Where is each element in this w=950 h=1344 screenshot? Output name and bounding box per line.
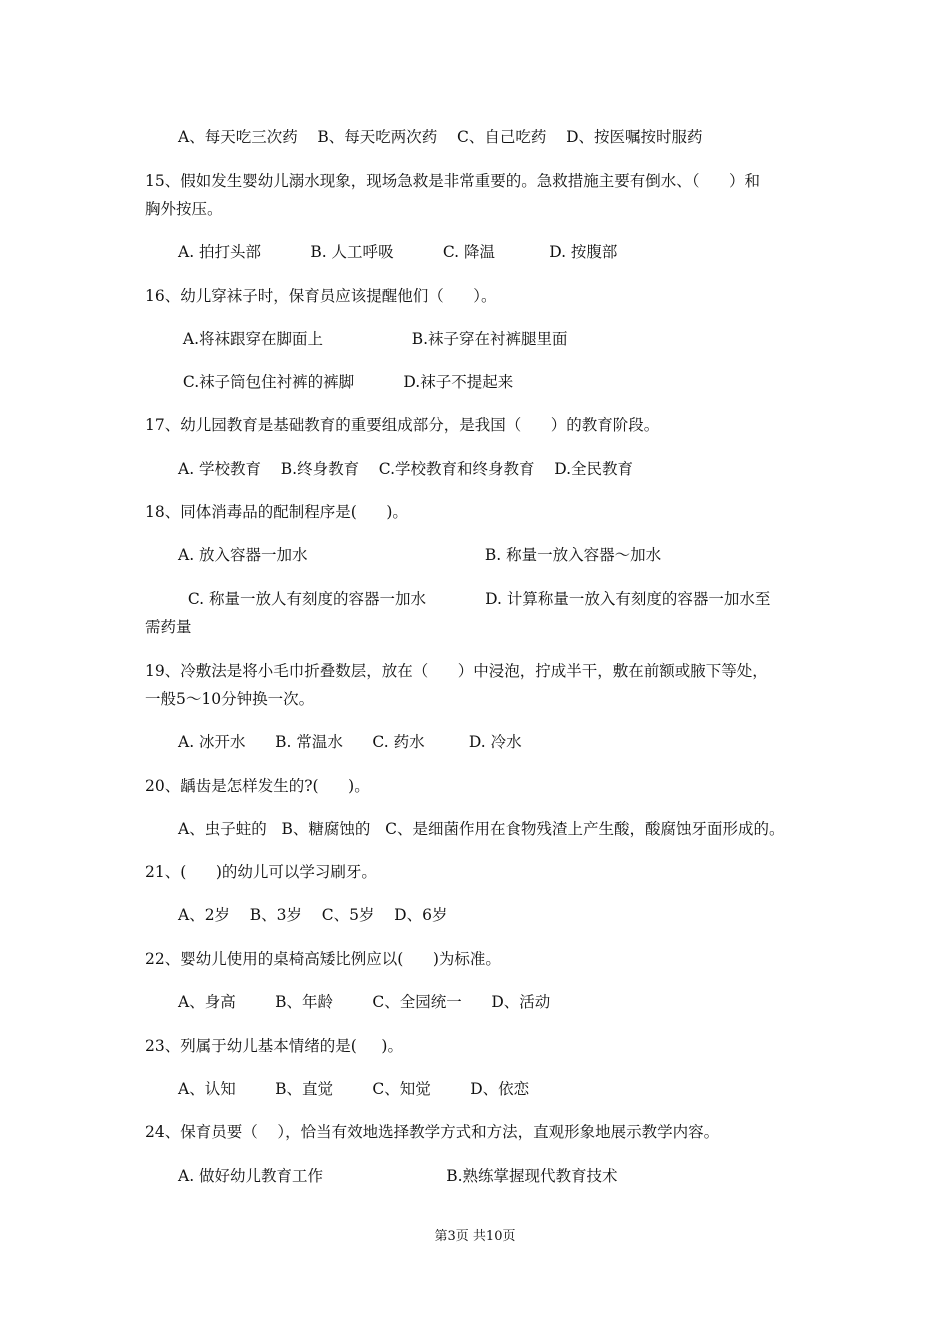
question-15: 15、假如发生婴幼儿溺水现象，现场急救是非常重要的。急救措施主要有倒水、（ ）和	[145, 172, 761, 190]
question-20: 20、龋齿是怎样发生的?( )。	[145, 777, 370, 795]
q19-options: A. 冰开水 B. 常温水 C. 药水 D. 冷水	[178, 733, 522, 751]
q18-options-cont: 需药量	[145, 618, 192, 636]
q14-options: A、每天吃三次药 B、每天吃两次药 C、自己吃药 D、按医嘱按时服药	[178, 128, 703, 146]
question-24: 24、保育员要（ ），恰当有效地选择教学方式和方法，直观形象地展示教学内容。	[145, 1123, 720, 1141]
question-21: 21、( )的幼儿可以学习刷牙。	[145, 863, 377, 881]
question-16: 16、幼儿穿袜子时，保育员应该提醒他们（ ）。	[145, 287, 497, 305]
page-number-footer: 第3页 共10页	[434, 1229, 516, 1244]
q17-options: A. 学校教育 B.终身教育 C.学校教育和终身教育 D.全民教育	[178, 460, 634, 478]
question-19: 19、冷敷法是将小毛巾折叠数层，放在（ ）中浸泡，拧成半干，敷在前额或腋下等处，	[145, 662, 768, 680]
question-18: 18、同体消毒品的配制程序是( )。	[145, 503, 408, 521]
question-17: 17、幼儿园教育是基础教育的重要组成部分，是我国（ ）的教育阶段。	[145, 416, 660, 434]
question-22: 22、婴幼儿使用的桌椅高矮比例应以( )为标准。	[145, 950, 501, 968]
q16-options-ab: A.将袜跟穿在脚面上 B.袜子穿在衬裤腿里面	[178, 330, 568, 348]
q23-options: A、认知 B、直觉 C、知觉 D、依恋	[178, 1080, 530, 1098]
question-23: 23、列属于幼儿基本情绪的是( )。	[145, 1037, 403, 1055]
question-19-cont: 一般5～10分钟换一次。	[145, 690, 315, 708]
q16-options-cd: C.袜子筒包住衬裤的裤脚 D.袜子不提起来	[178, 373, 514, 391]
q21-options: A、2岁 B、3岁 C、5岁 D、6岁	[178, 906, 448, 924]
q22-options: A、身高 B、年龄 C、全园统一 D、活动	[178, 993, 551, 1011]
q15-options: A. 拍打头部 B. 人工呼吸 C. 降温 D. 按腹部	[178, 243, 618, 261]
q18-options-ab: A. 放入容器一加水 B. 称量一放入容器～加水	[178, 546, 662, 564]
q20-options: A、虫子蛀的 B、糖腐蚀的 C、是细菌作用在食物残渣上产生酸，酸腐蚀牙面形成的。	[178, 820, 785, 838]
question-15-cont: 胸外按压。	[145, 200, 223, 218]
q18-options-cd: C. 称量一放人有刻度的容器一加水 D. 计算称量一放入有刻度的容器一加水至	[178, 590, 771, 608]
q24-options-ab: A. 做好幼儿教育工作 B.熟练掌握现代教育技术	[178, 1167, 618, 1185]
